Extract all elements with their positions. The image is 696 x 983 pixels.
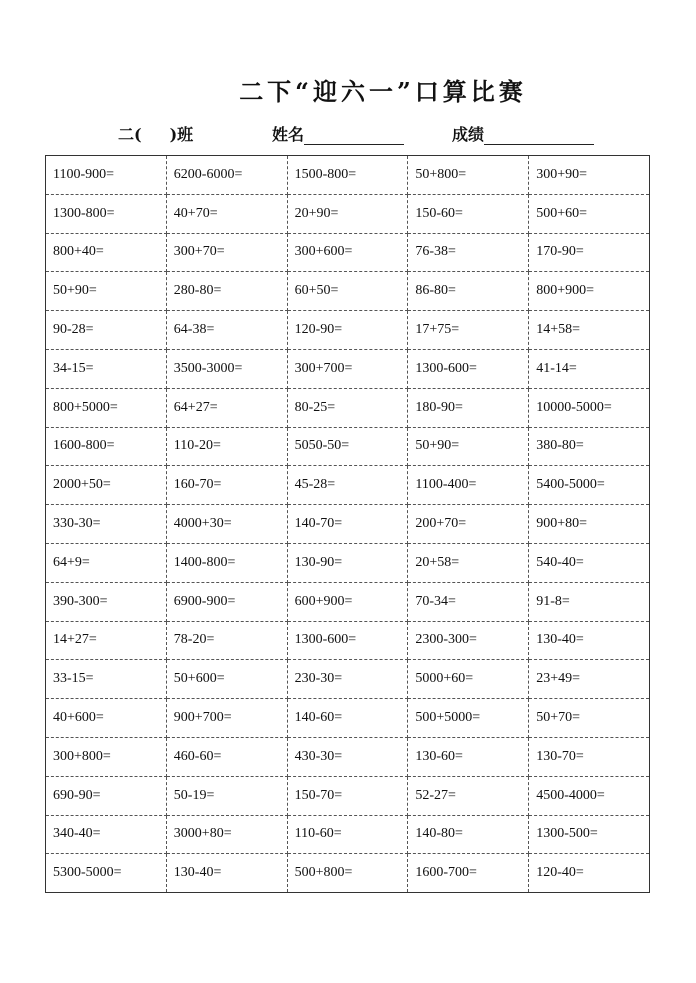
problem-cell: 3500-3000= bbox=[166, 349, 287, 388]
problem-cell: 5400-5000= bbox=[529, 466, 650, 505]
problem-cell: 300+600= bbox=[287, 233, 408, 272]
problem-cell: 91-8= bbox=[529, 582, 650, 621]
class-prefix-label: 二( bbox=[118, 125, 142, 144]
problem-cell: 1600-800= bbox=[46, 427, 167, 466]
problem-cell: 140-70= bbox=[287, 505, 408, 544]
problem-cell: 2000+50= bbox=[46, 466, 167, 505]
problem-cell: 5300-5000= bbox=[46, 854, 167, 893]
problem-cell: 430-30= bbox=[287, 737, 408, 776]
problem-cell: 120-90= bbox=[287, 311, 408, 350]
problem-cell: 130-90= bbox=[287, 543, 408, 582]
problem-cell: 34-15= bbox=[46, 349, 167, 388]
table-row bbox=[46, 854, 650, 893]
score-blank[interactable] bbox=[484, 128, 594, 145]
problem-cell: 160-70= bbox=[166, 466, 287, 505]
score-field bbox=[452, 122, 594, 145]
problem-cell: 150-60= bbox=[408, 194, 529, 233]
student-info-row bbox=[0, 122, 696, 148]
problem-cell: 110-60= bbox=[287, 815, 408, 854]
problem-cell: 1300-800= bbox=[46, 194, 167, 233]
table-row bbox=[46, 737, 650, 776]
problem-cell: 14+27= bbox=[46, 621, 167, 660]
problem-cell: 90-28= bbox=[46, 311, 167, 350]
table-row bbox=[46, 466, 650, 505]
problem-cell: 130-40= bbox=[166, 854, 287, 893]
table-row bbox=[46, 660, 650, 699]
problem-cell: 78-20= bbox=[166, 621, 287, 660]
problem-cell: 390-300= bbox=[46, 582, 167, 621]
problem-cell: 6900-900= bbox=[166, 582, 287, 621]
problem-cell: 50+90= bbox=[46, 272, 167, 311]
problem-cell: 40+600= bbox=[46, 699, 167, 738]
problem-cell: 17+75= bbox=[408, 311, 529, 350]
problem-cell: 180-90= bbox=[408, 388, 529, 427]
table-row bbox=[46, 543, 650, 582]
problem-cell: 690-90= bbox=[46, 776, 167, 815]
problem-cell: 800+40= bbox=[46, 233, 167, 272]
problem-cell: 300+800= bbox=[46, 737, 167, 776]
problem-cell: 330-30= bbox=[46, 505, 167, 544]
problem-cell: 23+49= bbox=[529, 660, 650, 699]
table-row bbox=[46, 505, 650, 544]
problem-cell: 540-40= bbox=[529, 543, 650, 582]
table-row bbox=[46, 349, 650, 388]
problem-cell: 170-90= bbox=[529, 233, 650, 272]
table-row bbox=[46, 776, 650, 815]
problem-cell: 500+5000= bbox=[408, 699, 529, 738]
problem-cell: 5050-50= bbox=[287, 427, 408, 466]
table-row bbox=[46, 582, 650, 621]
problem-cell: 140-80= bbox=[408, 815, 529, 854]
problem-cell: 4000+30= bbox=[166, 505, 287, 544]
problem-cell: 1100-900= bbox=[46, 156, 167, 195]
problem-cell: 500+60= bbox=[529, 194, 650, 233]
problem-cell: 300+70= bbox=[166, 233, 287, 272]
problem-cell: 1100-400= bbox=[408, 466, 529, 505]
problem-cell: 52-27= bbox=[408, 776, 529, 815]
problem-cell: 3000+80= bbox=[166, 815, 287, 854]
score-label: 成绩 bbox=[452, 125, 485, 144]
problem-cell: 130-70= bbox=[529, 737, 650, 776]
problem-cell: 45-28= bbox=[287, 466, 408, 505]
table-row bbox=[46, 156, 650, 195]
problem-cell: 6200-6000= bbox=[166, 156, 287, 195]
table-row bbox=[46, 194, 650, 233]
problem-cell: 380-80= bbox=[529, 427, 650, 466]
problem-cell: 1300-600= bbox=[408, 349, 529, 388]
problem-grid-body bbox=[46, 156, 650, 893]
table-row bbox=[46, 815, 650, 854]
problem-cell: 70-34= bbox=[408, 582, 529, 621]
name-field bbox=[272, 122, 404, 145]
problem-cell: 33-15= bbox=[46, 660, 167, 699]
problem-cell: 14+58= bbox=[529, 311, 650, 350]
problem-grid bbox=[45, 155, 650, 893]
problem-cell: 110-20= bbox=[166, 427, 287, 466]
problem-cell: 76-38= bbox=[408, 233, 529, 272]
problem-cell: 20+90= bbox=[287, 194, 408, 233]
problem-cell: 50+70= bbox=[529, 699, 650, 738]
problem-cell: 1300-600= bbox=[287, 621, 408, 660]
table-row bbox=[46, 621, 650, 660]
table-row bbox=[46, 699, 650, 738]
problem-cell: 340-40= bbox=[46, 815, 167, 854]
problem-cell: 5000+60= bbox=[408, 660, 529, 699]
problem-cell: 500+800= bbox=[287, 854, 408, 893]
problem-cell: 900+700= bbox=[166, 699, 287, 738]
problem-cell: 64+27= bbox=[166, 388, 287, 427]
table-row bbox=[46, 233, 650, 272]
problem-cell: 4500-4000= bbox=[529, 776, 650, 815]
problem-cell: 60+50= bbox=[287, 272, 408, 311]
problem-cell: 300+90= bbox=[529, 156, 650, 195]
problem-cell: 2300-300= bbox=[408, 621, 529, 660]
problem-cell: 10000-5000= bbox=[529, 388, 650, 427]
problem-cell: 86-80= bbox=[408, 272, 529, 311]
problem-cell: 460-60= bbox=[166, 737, 287, 776]
problem-cell: 41-14= bbox=[529, 349, 650, 388]
problem-cell: 50+600= bbox=[166, 660, 287, 699]
problem-cell: 64-38= bbox=[166, 311, 287, 350]
problem-cell: 800+900= bbox=[529, 272, 650, 311]
table-row bbox=[46, 388, 650, 427]
class-suffix-label: )班 bbox=[169, 125, 194, 144]
problem-cell: 64+9= bbox=[46, 543, 167, 582]
class-field bbox=[118, 122, 193, 145]
problem-cell: 40+70= bbox=[166, 194, 287, 233]
problem-cell: 130-60= bbox=[408, 737, 529, 776]
problem-cell: 200+70= bbox=[408, 505, 529, 544]
problem-cell: 130-40= bbox=[529, 621, 650, 660]
problem-cell: 120-40= bbox=[529, 854, 650, 893]
problem-cell: 50+800= bbox=[408, 156, 529, 195]
problem-cell: 20+58= bbox=[408, 543, 529, 582]
problem-cell: 230-30= bbox=[287, 660, 408, 699]
problem-cell: 140-60= bbox=[287, 699, 408, 738]
problem-cell: 80-25= bbox=[287, 388, 408, 427]
problem-cell: 1500-800= bbox=[287, 156, 408, 195]
problem-cell: 280-80= bbox=[166, 272, 287, 311]
problem-cell: 600+900= bbox=[287, 582, 408, 621]
page-title: 二下“迎六一”口算比赛 bbox=[239, 77, 527, 106]
name-blank[interactable] bbox=[304, 128, 404, 145]
problem-cell: 1300-500= bbox=[529, 815, 650, 854]
name-label: 姓名 bbox=[272, 125, 305, 144]
table-row bbox=[46, 272, 650, 311]
problem-cell: 800+5000= bbox=[46, 388, 167, 427]
problem-cell: 50+90= bbox=[408, 427, 529, 466]
problem-cell: 50-19= bbox=[166, 776, 287, 815]
table-row bbox=[46, 427, 650, 466]
problem-cell: 1600-700= bbox=[408, 854, 529, 893]
problem-cell: 900+80= bbox=[529, 505, 650, 544]
problem-cell: 1400-800= bbox=[166, 543, 287, 582]
problem-cell: 150-70= bbox=[287, 776, 408, 815]
table-row bbox=[46, 311, 650, 350]
problem-cell: 300+700= bbox=[287, 349, 408, 388]
